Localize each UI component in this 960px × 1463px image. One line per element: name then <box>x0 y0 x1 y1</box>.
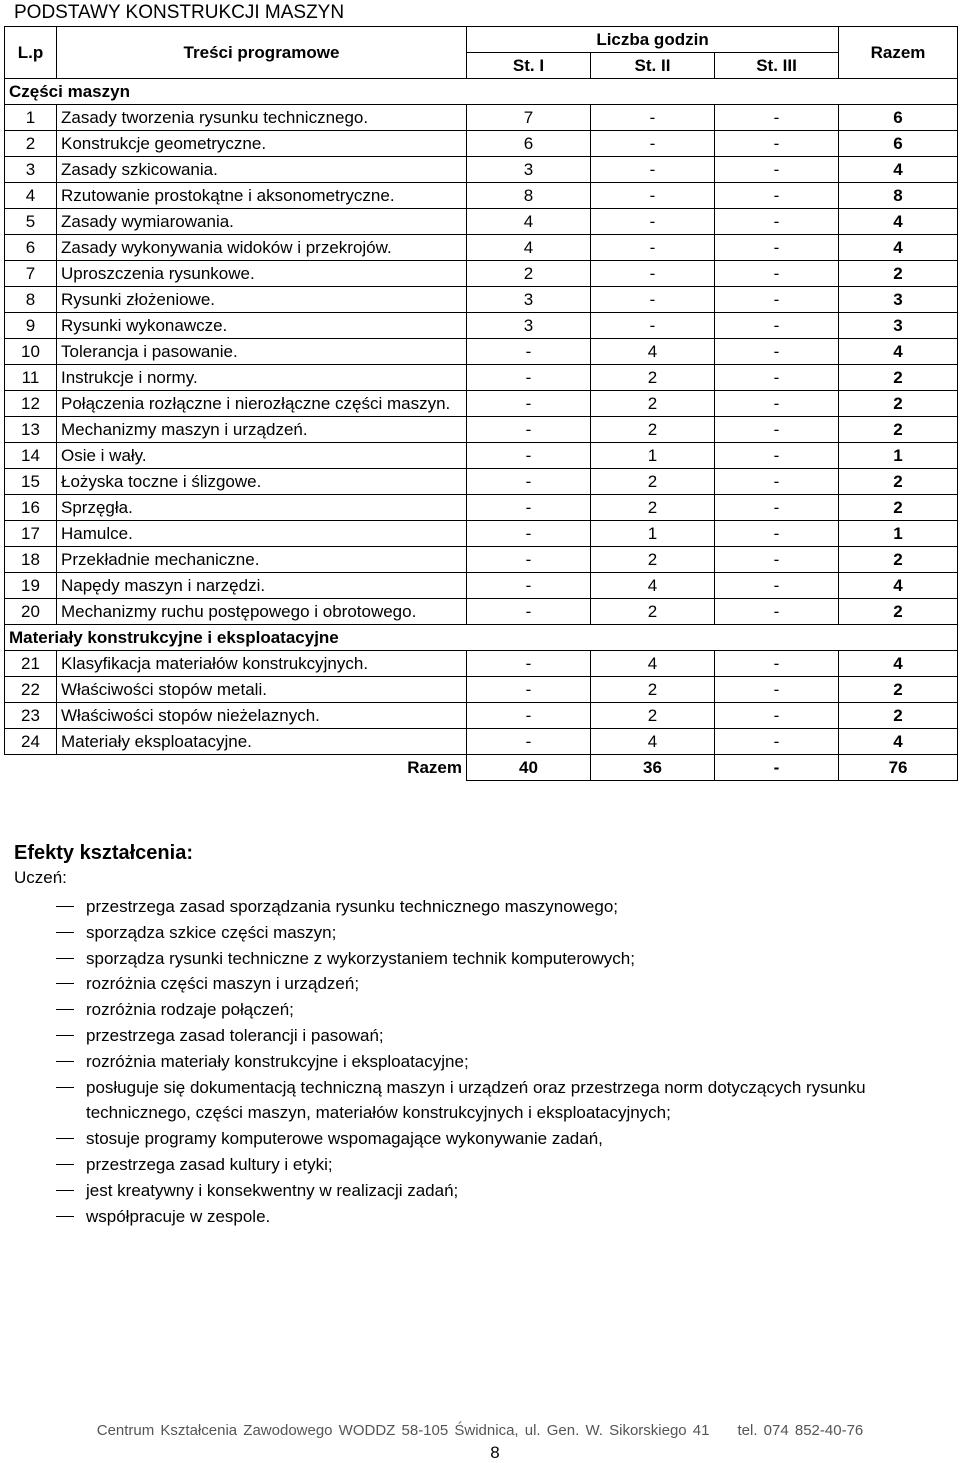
row-number: 14 <box>5 443 57 469</box>
dash-bullet-icon <box>56 906 74 907</box>
row-st3: - <box>715 365 839 391</box>
header-st3: St. III <box>715 53 839 79</box>
row-topic: Uproszczenia rysunkowe. <box>57 261 467 287</box>
row-number: 8 <box>5 287 57 313</box>
row-topic: Przekładnie mechaniczne. <box>57 547 467 573</box>
row-st2: 1 <box>591 443 715 469</box>
sum-st2: 36 <box>591 755 715 781</box>
row-st2: 2 <box>591 365 715 391</box>
dash-bullet-icon <box>56 1216 74 1217</box>
header-content: Treści programowe <box>57 27 467 79</box>
dash-bullet-icon <box>56 1061 74 1062</box>
row-number: 1 <box>5 105 57 131</box>
dash-bullet-icon <box>56 1009 74 1010</box>
header-total: Razem <box>839 27 958 79</box>
row-total: 3 <box>839 313 958 339</box>
table-row <box>5 183 958 209</box>
row-topic: Konstrukcje geometryczne. <box>57 131 467 157</box>
row-st2: 2 <box>591 495 715 521</box>
row-topic: Klasyfikacja materiałów konstrukcyjnych. <box>57 651 467 677</box>
footer-phone: tel. 074 852-40-76 <box>737 1422 864 1439</box>
sum-total: 76 <box>839 755 958 781</box>
dash-bullet-icon <box>56 958 74 959</box>
row-st3: - <box>715 131 839 157</box>
row-number: 4 <box>5 183 57 209</box>
row-total: 4 <box>839 573 958 599</box>
section-heading: Części maszyn <box>5 79 958 105</box>
row-st1: 6 <box>467 131 591 157</box>
row-st1: - <box>467 391 591 417</box>
row-st2: - <box>591 235 715 261</box>
list-item-text: jest kreatywny i konsekwentny w realizacji zadań; <box>86 1180 459 1200</box>
row-st1: - <box>467 547 591 573</box>
row-total: 3 <box>839 287 958 313</box>
table-row <box>5 287 958 313</box>
sum-row <box>5 755 958 781</box>
sum-st1: 40 <box>467 755 591 781</box>
list-item-text: posługuje się dokumentacją techniczną maszyn i urządzeń oraz przestrzega norm dotyczących rysunku technicznego, części maszyn, materiałów konstrukcyjnych i eksploatacyjnych; <box>86 1077 866 1123</box>
row-total: 4 <box>839 729 958 755</box>
row-st1: 2 <box>467 261 591 287</box>
row-total: 2 <box>839 365 958 391</box>
list-item-text: przestrzega zasad sporządzania rysunku technicznego maszynowego; <box>86 897 619 916</box>
row-total: 4 <box>839 157 958 183</box>
row-number: 10 <box>5 339 57 365</box>
row-st3: - <box>715 677 839 703</box>
row-st3: - <box>715 703 839 729</box>
list-item <box>0 894 960 920</box>
row-st3: - <box>715 547 839 573</box>
row-topic: Mechanizmy maszyn i urządzeń. <box>57 417 467 443</box>
row-topic: Hamulce. <box>57 521 467 547</box>
row-number: 13 <box>5 417 57 443</box>
row-st2: 2 <box>591 677 715 703</box>
table-row <box>5 417 958 443</box>
row-total: 1 <box>839 443 958 469</box>
row-topic: Rysunki złożeniowe. <box>57 287 467 313</box>
table-row <box>5 599 958 625</box>
row-st3: - <box>715 287 839 313</box>
row-st2: - <box>591 313 715 339</box>
list-item <box>0 1152 960 1178</box>
row-total: 4 <box>839 651 958 677</box>
table-row <box>5 391 958 417</box>
header-hours: Liczba godzin <box>467 27 839 53</box>
row-topic: Zasady wykonywania widoków i przekrojów. <box>57 235 467 261</box>
list-item-text: rozróżnia części maszyn i urządzeń; <box>86 974 360 994</box>
row-topic: Osie i wały. <box>57 443 467 469</box>
row-st1: - <box>467 599 591 625</box>
table-row <box>5 703 958 729</box>
table-row <box>5 651 958 677</box>
row-st2: 2 <box>591 547 715 573</box>
table-row <box>5 339 958 365</box>
row-st2: - <box>591 183 715 209</box>
row-st3: - <box>715 573 839 599</box>
row-st1: - <box>467 651 591 677</box>
row-st2: 4 <box>591 651 715 677</box>
row-total: 4 <box>839 235 958 261</box>
row-total: 6 <box>839 105 958 131</box>
sum-label: Razem <box>57 755 467 781</box>
table-row <box>5 443 958 469</box>
row-st3: - <box>715 261 839 287</box>
row-number: 15 <box>5 469 57 495</box>
row-st2: 4 <box>591 573 715 599</box>
row-number: 21 <box>5 651 57 677</box>
table-row <box>5 261 958 287</box>
row-st1: - <box>467 703 591 729</box>
list-item-text: rozróżnia materiały konstrukcyjne i eksploatacyjne; <box>86 1051 469 1071</box>
row-st3: - <box>715 729 839 755</box>
row-total: 2 <box>839 547 958 573</box>
row-topic: Tolerancja i pasowanie. <box>57 339 467 365</box>
row-number: 5 <box>5 209 57 235</box>
row-topic: Rzutowanie prostokątne i aksonometryczne. <box>57 183 467 209</box>
list-item <box>0 946 960 972</box>
row-st3: - <box>715 235 839 261</box>
table-row <box>5 729 958 755</box>
row-st3: - <box>715 339 839 365</box>
row-st3: - <box>715 391 839 417</box>
row-st1: 7 <box>467 105 591 131</box>
section-heading: Materiały konstrukcyjne i eksploatacyjne <box>5 625 958 651</box>
row-topic: Połączenia rozłączne i nierozłączne części maszyn. <box>57 391 467 417</box>
table-row <box>5 547 958 573</box>
row-st3: - <box>715 183 839 209</box>
list-item-text: sporządza rysunki techniczne z wykorzystaniem technik komputerowych; <box>86 948 635 968</box>
table-row <box>5 365 958 391</box>
row-total: 1 <box>839 521 958 547</box>
row-total: 4 <box>839 209 958 235</box>
row-topic: Zasady szkicowania. <box>57 157 467 183</box>
row-total: 2 <box>839 261 958 287</box>
table-row <box>5 235 958 261</box>
row-st2: 2 <box>591 599 715 625</box>
row-st2: - <box>591 287 715 313</box>
row-topic: Instrukcje i normy. <box>57 365 467 391</box>
row-st3: - <box>715 495 839 521</box>
dash-bullet-icon <box>56 1087 74 1088</box>
row-topic: Łożyska toczne i ślizgowe. <box>57 469 467 495</box>
row-st1: - <box>467 495 591 521</box>
table-row <box>5 209 958 235</box>
row-st2: 2 <box>591 417 715 443</box>
row-total: 2 <box>839 469 958 495</box>
list-item <box>0 1049 960 1075</box>
row-total: 2 <box>839 703 958 729</box>
dash-bullet-icon <box>56 1035 74 1036</box>
row-number: 22 <box>5 677 57 703</box>
row-number: 17 <box>5 521 57 547</box>
row-st2: - <box>591 157 715 183</box>
header-st2: St. II <box>591 53 715 79</box>
row-number: 12 <box>5 391 57 417</box>
row-st2: 2 <box>591 703 715 729</box>
row-total: 4 <box>839 339 958 365</box>
list-item <box>0 1023 960 1049</box>
row-number: 23 <box>5 703 57 729</box>
row-number: 2 <box>5 131 57 157</box>
sum-spacer <box>5 755 57 781</box>
row-st3: - <box>715 157 839 183</box>
row-st1: - <box>467 573 591 599</box>
effects-subtitle: Uczeń: <box>14 868 67 887</box>
row-topic: Zasady wymiarowania. <box>57 209 467 235</box>
dash-bullet-icon <box>56 932 74 933</box>
list-item-text: przestrzega zasad kultury i etyki; <box>86 1154 333 1174</box>
row-st1: - <box>467 469 591 495</box>
row-total: 8 <box>839 183 958 209</box>
document-title: PODSTAWY KONSTRUKCJI MASZYN <box>14 2 345 23</box>
row-st1: 4 <box>467 209 591 235</box>
table-header <box>5 27 958 79</box>
row-topic: Materiały eksploatacyjne. <box>57 729 467 755</box>
list-item-text: rozróżnia rodzaje połączeń; <box>86 1000 294 1020</box>
row-st1: 3 <box>467 287 591 313</box>
dash-bullet-icon <box>56 983 74 984</box>
row-number: 6 <box>5 235 57 261</box>
header-lp: L.p <box>5 27 57 79</box>
effects-list <box>0 894 960 1229</box>
row-st2: - <box>591 209 715 235</box>
list-item <box>0 920 960 946</box>
row-st1: 4 <box>467 235 591 261</box>
list-item-text: współpracuje w zespole. <box>86 1206 271 1226</box>
list-item <box>0 971 960 997</box>
row-st1: - <box>467 365 591 391</box>
row-topic: Sprzęgła. <box>57 495 467 521</box>
list-item <box>0 1126 960 1152</box>
row-number: 9 <box>5 313 57 339</box>
dash-bullet-icon <box>56 1164 74 1165</box>
header-st1: St. I <box>467 53 591 79</box>
row-total: 2 <box>839 599 958 625</box>
row-total: 6 <box>839 131 958 157</box>
row-total: 2 <box>839 417 958 443</box>
row-st1: - <box>467 417 591 443</box>
row-number: 24 <box>5 729 57 755</box>
row-total: 2 <box>839 495 958 521</box>
row-st1: - <box>467 677 591 703</box>
table-row <box>5 105 958 131</box>
row-st1: 3 <box>467 313 591 339</box>
table-row <box>5 495 958 521</box>
row-number: 20 <box>5 599 57 625</box>
program-table <box>4 26 958 781</box>
row-st1: - <box>467 443 591 469</box>
row-st3: - <box>715 469 839 495</box>
footer <box>0 1422 960 1439</box>
list-item-text: stosuje programy komputerowe wspomagające wykonywanie zadań, <box>86 1129 603 1149</box>
row-topic: Zasady tworzenia rysunku technicznego. <box>57 105 467 131</box>
table-row <box>5 131 958 157</box>
row-st1: - <box>467 339 591 365</box>
row-st1: 3 <box>467 157 591 183</box>
list-item <box>0 1075 960 1127</box>
row-topic: Mechanizmy ruchu postępowego i obrotowego. <box>57 599 467 625</box>
row-st2: - <box>591 131 715 157</box>
table-row <box>5 469 958 495</box>
row-st3: - <box>715 417 839 443</box>
list-item-text: przestrzega zasad tolerancji i pasowań; <box>86 1025 384 1045</box>
row-st2: 2 <box>591 469 715 495</box>
row-st3: - <box>715 443 839 469</box>
dash-bullet-icon <box>56 1190 74 1191</box>
row-total: 2 <box>839 391 958 417</box>
list-item <box>0 1204 960 1230</box>
row-topic: Właściwości stopów nieżelaznych. <box>57 703 467 729</box>
row-topic: Rysunki wykonawcze. <box>57 313 467 339</box>
row-st3: - <box>715 599 839 625</box>
table-row <box>5 157 958 183</box>
table-row <box>5 521 958 547</box>
table-row <box>5 313 958 339</box>
row-number: 3 <box>5 157 57 183</box>
table-body <box>5 79 958 781</box>
row-st1: - <box>467 729 591 755</box>
row-st3: - <box>715 651 839 677</box>
row-number: 16 <box>5 495 57 521</box>
row-st2: - <box>591 105 715 131</box>
row-st3: - <box>715 209 839 235</box>
dash-bullet-icon <box>56 1138 74 1139</box>
row-st2: 4 <box>591 729 715 755</box>
row-number: 7 <box>5 261 57 287</box>
row-st1: 8 <box>467 183 591 209</box>
table-row <box>5 573 958 599</box>
row-st2: 2 <box>591 391 715 417</box>
list-item-text: sporządza szkice części maszyn; <box>86 922 337 942</box>
row-number: 18 <box>5 547 57 573</box>
footer-address: Centrum Kształcenia Zawodowego WODDZ 58-105 Świdnica, ul. Gen. W. Sikorskiego 41 <box>96 1422 710 1439</box>
row-topic: Właściwości stopów metali. <box>57 677 467 703</box>
row-number: 11 <box>5 365 57 391</box>
table-row <box>5 677 958 703</box>
row-number: 19 <box>5 573 57 599</box>
row-topic: Napędy maszyn i narzędzi. <box>57 573 467 599</box>
sum-st3: - <box>715 755 839 781</box>
row-st3: - <box>715 105 839 131</box>
row-st2: - <box>591 261 715 287</box>
row-st1: - <box>467 521 591 547</box>
effects-title: Efekty kształcenia: <box>14 842 193 864</box>
list-item <box>0 997 960 1023</box>
row-st2: 4 <box>591 339 715 365</box>
row-st2: 1 <box>591 521 715 547</box>
row-total: 2 <box>839 677 958 703</box>
row-st3: - <box>715 313 839 339</box>
row-st3: - <box>715 521 839 547</box>
page-number: 8 <box>490 1443 500 1462</box>
list-item <box>0 1178 960 1204</box>
